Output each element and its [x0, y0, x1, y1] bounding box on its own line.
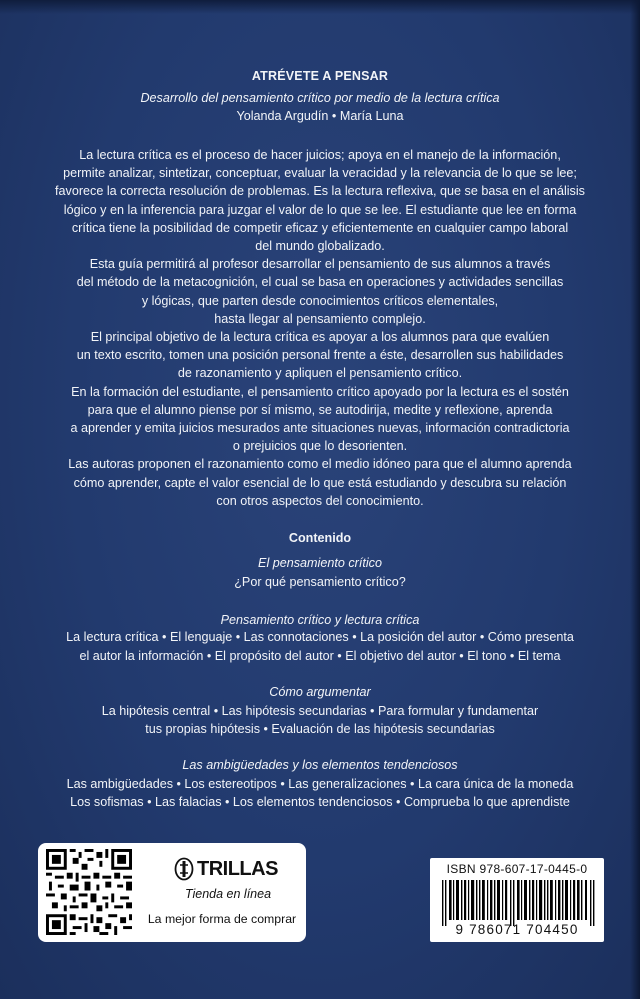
synopsis-line: En la formación del estudiante, el pensamiento crítico apoyado por la lectura es el sostén: [71, 384, 569, 399]
synopsis-line: con otros aspectos del conocimiento.: [216, 493, 424, 508]
synopsis-line: Esta guía permitirá al profesor desarrollar el pensamiento de sus alumnos a través: [89, 257, 551, 272]
qr-code[interactable]: [46, 849, 132, 935]
isbn-barcode-box: [430, 858, 604, 942]
synopsis-line: para que el alumno piense por sí mismo, se autodirija, medite y reflexione, aprenda: [87, 402, 553, 417]
contents-line: tus propias hipótesis • Evaluación de las hipótesis secundarias: [145, 722, 495, 736]
synopsis-line: de razonamiento y apliquen el pensamiento crítico.: [177, 366, 463, 381]
cover-right-edge: [630, 0, 640, 999]
book-subtitle: Desarrollo del pensamiento crítico por medio de la lectura crítica: [140, 91, 500, 105]
trillas-emblem-icon: [174, 857, 194, 881]
synopsis-line: hasta llegar al pensamiento complejo.: [214, 311, 426, 326]
synopsis-line: y lógicas, que parten desde conocimientos críticos elementales,: [141, 293, 499, 308]
isbn-label: ISBN 978-607-17-0445-0: [446, 862, 588, 876]
synopsis-line: permite analizar, sintetizar, conceptuar, evaluar la veracidad y la relevancia de lo que se lee;: [63, 166, 577, 181]
synopsis-line: del mundo globalizado.: [255, 239, 385, 254]
synopsis-line: lógico y en la inferencia para juzgar el valor de lo que se lee. El estudiante que lee en forma: [63, 202, 577, 217]
contents-section-title: Las ambigüedades y los elementos tendenciosos: [182, 758, 458, 772]
contents-section-title: Pensamiento crítico y lectura crítica: [220, 613, 420, 627]
trillas-logo-text: TRILLAS: [197, 857, 278, 880]
contents-line: La hipótesis central • Las hipótesis secundarias • Para formular y fundamentar: [101, 704, 539, 718]
synopsis-line: El principal objetivo de la lectura crítica es apoyar a los alumnos para que evalúen: [90, 330, 550, 345]
cover-top-edge: [0, 0, 640, 14]
contents-line: Las ambigüedades • Los estereotipos • Las generalizaciones • La cara única de la moneda: [66, 777, 574, 791]
contents-line: ¿Por qué pensamiento crítico?: [234, 575, 406, 589]
contents-line: Los sofismas • Las falacias • Los elementos tendenciosos • Comprueba lo que aprendiste: [70, 795, 570, 809]
synopsis-line: del método de la metacognición, el cual se basa en operaciones y actividades sencillas: [76, 275, 564, 290]
contents-section-title: Cómo argumentar: [269, 685, 371, 699]
contents-section-title: El pensamiento crítico: [258, 556, 382, 570]
barcode: [438, 880, 600, 926]
trillas-logo: [174, 857, 278, 881]
synopsis-line: o prejuicios que lo desorienten.: [232, 439, 408, 454]
contents-line: el autor la información • El propósito del autor • El objetivo del autor • El tono • El tema: [79, 649, 561, 663]
store-tagline: Tienda en línea: [184, 887, 272, 901]
synopsis-line: a aprender y emita juicios mesurados ante situaciones nuevas, información contradictoria: [70, 421, 570, 436]
synopsis-line: un texto escrito, tomen una posición personal frente a éste, desarrollen sus habilidades: [76, 348, 564, 363]
publisher-store-box: [38, 843, 306, 942]
contents-heading: Contenido: [288, 531, 352, 545]
synopsis-line: Las autoras proponen el razonamiento como el medio idóneo para que el alumno aprenda: [68, 457, 572, 472]
store-slogan: La mejor forma de comprar: [147, 912, 297, 926]
synopsis-line: favorece la correcta resolución de problemas. Es la lectura reflexiva, que se basa en el análisis: [55, 184, 585, 199]
synopsis-line: cómo aprender, capte el valor esencial de lo que está estudiando y descubra su relación: [73, 475, 567, 490]
synopsis-line: crítica tiene la posibilidad de competir eficaz y eficientemente en cualquier campo laboral: [71, 220, 569, 235]
contents-line: La lectura crítica • El lenguaje • Las connotaciones • La posición del autor • Cómo presenta: [66, 630, 574, 644]
synopsis: [40, 146, 600, 510]
book-title: ATRÉVETE A PENSAR: [251, 69, 389, 83]
synopsis-line: La lectura crítica es el proceso de hacer juicios; apoya en el manejo de la información,: [79, 148, 561, 162]
barcode-digits: 9 786071 704450: [455, 922, 579, 937]
book-authors: Yolanda Argudín • María Luna: [236, 109, 404, 123]
